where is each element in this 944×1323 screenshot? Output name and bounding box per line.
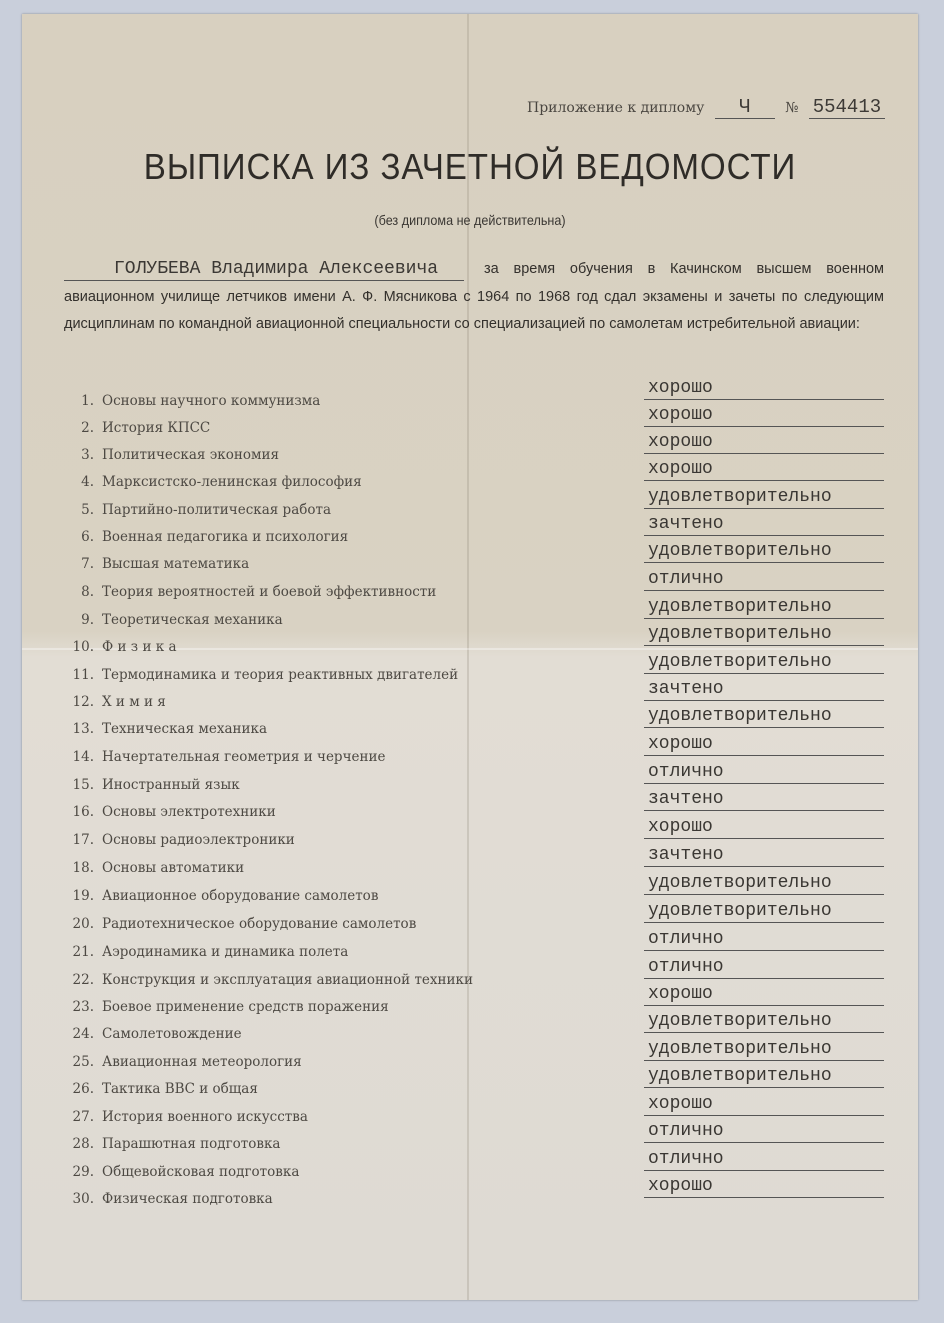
subject-name: Высшая математика	[102, 556, 250, 572]
subject-name: Авиационная метеорология	[102, 1054, 302, 1070]
subject-index: 10.	[72, 639, 94, 655]
subject-index: 13.	[72, 721, 94, 737]
subject-name: Термодинамика и теория реактивных двигателей	[102, 667, 459, 683]
subject-grade: зачтено	[644, 788, 884, 811]
subject-name: История военного искусства	[102, 1109, 308, 1125]
subject-name: Основы электротехники	[102, 804, 276, 820]
intro-text: за время обучения в Качинском высшем военном авиационном училище летчиков имени А. Ф. Мясникова с 1964 по 1968 год сдал экзамены и зачеты по следующим дисциплинам по командной авиационной специальности со специализацией по самолетам истребительной авиации:	[64, 261, 884, 332]
subject-name: Боевое применение средств поражения	[102, 999, 389, 1015]
subject-grade: отлично	[644, 761, 884, 784]
page-subtitle: (без диплома не действительна)	[374, 212, 566, 228]
subject-name: Иностранный язык	[102, 777, 240, 793]
subject-grade: зачтено	[644, 513, 884, 536]
subject-index: 12.	[72, 694, 94, 710]
subject-index: 29.	[72, 1164, 94, 1180]
subject-grade: отлично	[644, 1148, 884, 1171]
subject-name: Военная педагогика и психология	[102, 529, 349, 545]
subject-grade: хорошо	[644, 431, 884, 454]
subject-index: 17.	[72, 832, 94, 848]
subject-name: Ф и з и к а	[102, 639, 177, 655]
subject-grade: удовлетворительно	[644, 705, 884, 728]
subject-index: 6.	[81, 529, 94, 545]
subject-index: 5.	[81, 502, 94, 518]
subject-grade: хорошо	[644, 1175, 884, 1198]
subject-grade: удовлетворительно	[644, 1010, 884, 1033]
subject-name: Марксистско-ленинская философия	[102, 474, 362, 490]
subject-index: 23.	[72, 999, 94, 1015]
number-sign: №	[785, 100, 799, 116]
subject-grade: отлично	[644, 928, 884, 951]
annex-label: Приложение к диплому	[527, 100, 705, 116]
subject-index: 16.	[72, 804, 94, 820]
subject-index: 11.	[72, 667, 94, 683]
subject-name: Партийно-политическая работа	[102, 502, 332, 518]
subject-list	[22, 14, 918, 1300]
subject-grade: удовлетворительно	[644, 540, 884, 563]
subject-grade: хорошо	[644, 377, 884, 400]
subject-index: 24.	[72, 1026, 94, 1042]
subject-name: Тактика ВВС и общая	[102, 1081, 258, 1097]
subject-name: Основы радиоэлектроники	[102, 832, 295, 848]
subject-index: 15.	[72, 777, 94, 793]
subject-index: 3.	[81, 447, 94, 463]
subject-index: 27.	[72, 1109, 94, 1125]
subject-name: Конструкция и эксплуатация авиационной техники	[102, 972, 473, 988]
subject-name: Основы автоматики	[102, 860, 245, 876]
subject-grade: хорошо	[644, 458, 884, 481]
student-name: ГОЛУБЕВА Владимира Алексеевича	[64, 258, 464, 281]
subject-index: 9.	[81, 612, 94, 628]
subject-grade: удовлетворительно	[644, 872, 884, 895]
subject-grade: отлично	[644, 956, 884, 979]
subject-name: Самолетовождение	[102, 1026, 242, 1042]
subject-name: Основы научного коммунизма	[102, 393, 321, 409]
subject-index: 8.	[81, 584, 94, 600]
subject-index: 14.	[72, 749, 94, 765]
subject-grade: удовлетворительно	[644, 1038, 884, 1061]
subject-grade: удовлетворительно	[644, 651, 884, 674]
subject-grade: удовлетворительно	[644, 596, 884, 619]
subject-name: Аэродинамика и динамика полета	[102, 944, 349, 960]
subject-grade: хорошо	[644, 733, 884, 756]
subject-index: 22.	[72, 972, 94, 988]
subject-index: 1.	[81, 393, 94, 409]
subject-grade: отлично	[644, 1120, 884, 1143]
subject-index: 28.	[72, 1136, 94, 1152]
subject-grade: удовлетворительно	[644, 900, 884, 923]
subject-name: Физическая подготовка	[102, 1191, 273, 1207]
subject-name: Политическая экономия	[102, 447, 279, 463]
subject-grade: удовлетворительно	[644, 1065, 884, 1088]
subject-grade: удовлетворительно	[644, 486, 884, 509]
diploma-series: Ч	[715, 96, 775, 119]
subject-name: Х и м и я	[102, 694, 166, 710]
subject-grade: хорошо	[644, 1093, 884, 1116]
subject-name: Техническая механика	[102, 721, 268, 737]
page-title: ВЫПИСКА ИЗ ЗАЧЕТНОЙ ВЕДОМОСТИ	[143, 146, 797, 187]
subject-index: 4.	[81, 474, 94, 490]
subject-grade: хорошо	[644, 404, 884, 427]
subject-grade: хорошо	[644, 983, 884, 1006]
subject-name: Авиационное оборудование самолетов	[102, 888, 379, 904]
subject-index: 25.	[72, 1054, 94, 1070]
subject-name: Радиотехническое оборудование самолетов	[102, 916, 417, 932]
subject-grade: хорошо	[644, 816, 884, 839]
subject-name: История КПСС	[102, 420, 211, 436]
diploma-number: 554413	[809, 96, 885, 119]
subject-grade: зачтено	[644, 678, 884, 701]
subject-grade: удовлетворительно	[644, 623, 884, 646]
subject-index: 18.	[72, 860, 94, 876]
subject-index: 30.	[72, 1191, 94, 1207]
subject-index: 26.	[72, 1081, 94, 1097]
document-sheet	[22, 14, 918, 1300]
subject-grade: зачтено	[644, 844, 884, 867]
subject-index: 20.	[72, 916, 94, 932]
subject-name: Теоретическая механика	[102, 612, 283, 628]
subject-name: Начертательная геометрия и черчение	[102, 749, 386, 765]
subject-index: 21.	[72, 944, 94, 960]
subject-row	[22, 1176, 918, 1208]
subject-index: 7.	[81, 556, 94, 572]
subject-index: 19.	[72, 888, 94, 904]
subject-grade: отлично	[644, 568, 884, 591]
subject-name: Теория вероятностей и боевой эффективности	[102, 584, 437, 600]
subject-name: Парашютная подготовка	[102, 1136, 281, 1152]
subject-index: 2.	[81, 420, 94, 436]
subject-name: Общевойсковая подготовка	[102, 1164, 300, 1180]
